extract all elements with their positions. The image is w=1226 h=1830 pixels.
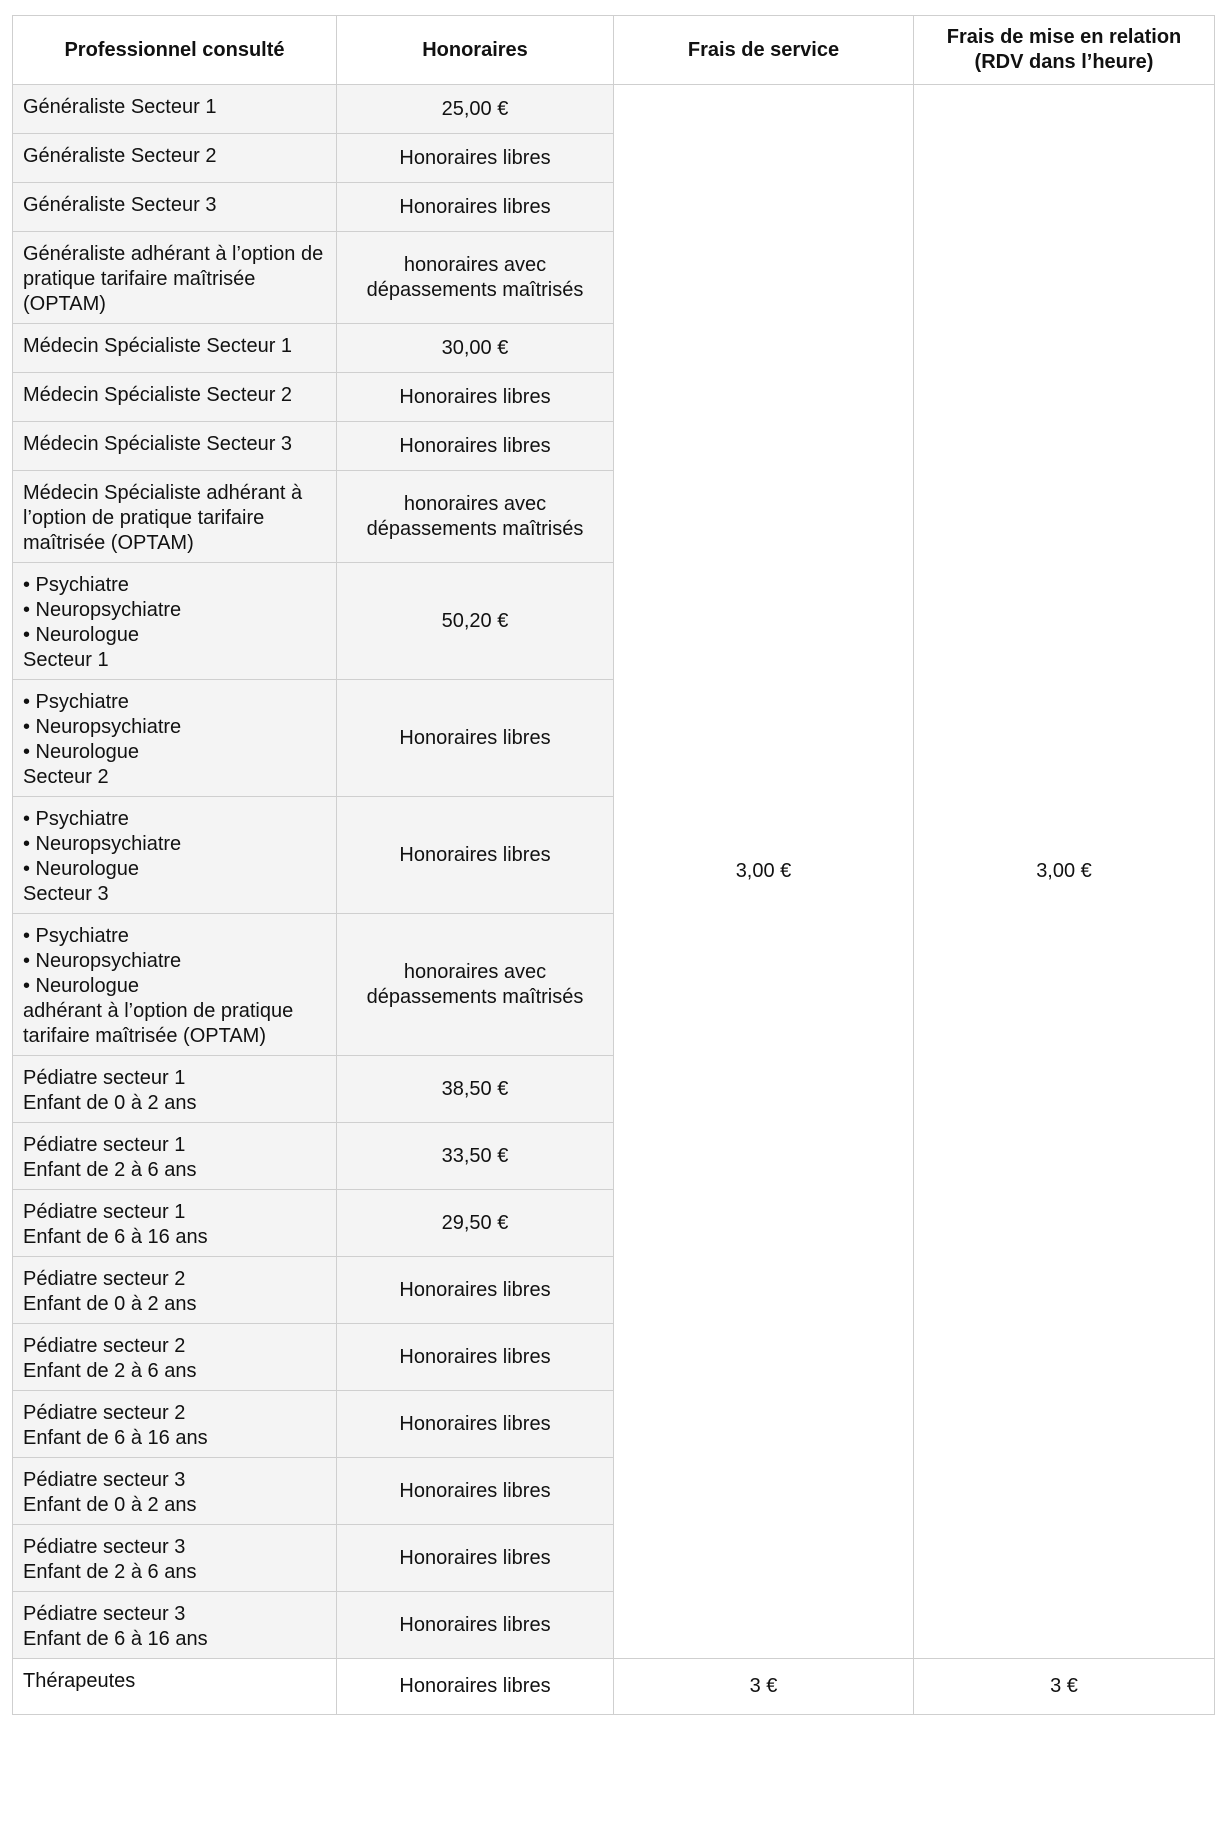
row-fee: 33,50 €	[337, 1123, 614, 1190]
service-fee-merged: 3,00 €	[614, 85, 914, 1659]
row-label: Pédiatre secteur 1 Enfant de 0 à 2 ans	[13, 1056, 337, 1123]
row-fee: 38,50 €	[337, 1056, 614, 1123]
row-label: Pédiatre secteur 3 Enfant de 2 à 6 ans	[13, 1525, 337, 1592]
row-fee: Honoraires libres	[337, 680, 614, 797]
row-label: Généraliste Secteur 3	[13, 183, 337, 232]
row-fee: 50,20 €	[337, 563, 614, 680]
row-label: • Psychiatre • Neuropsychiatre • Neurologue Secteur 2	[13, 680, 337, 797]
row-label: Thérapeutes	[13, 1659, 337, 1715]
row-label: Pédiatre secteur 2 Enfant de 2 à 6 ans	[13, 1324, 337, 1391]
row-label: Pédiatre secteur 3 Enfant de 0 à 2 ans	[13, 1458, 337, 1525]
header-row	[13, 16, 1215, 85]
row-fee: honoraires avec dépassements maîtrisés	[337, 914, 614, 1056]
row-fee: honoraires avec dépassements maîtrisés	[337, 232, 614, 324]
row-label: Pédiatre secteur 2 Enfant de 6 à 16 ans	[13, 1391, 337, 1458]
table-row-therapists	[13, 1659, 1215, 1715]
row-fee: Honoraires libres	[337, 797, 614, 914]
header-connection-fee: Frais de mise en relation (RDV dans l’heure)	[914, 16, 1215, 85]
header-service-fee: Frais de service	[614, 16, 914, 85]
row-fee: Honoraires libres	[337, 183, 614, 232]
row-label: • Psychiatre • Neuropsychiatre • Neurologue Secteur 3	[13, 797, 337, 914]
row-label: Généraliste Secteur 1	[13, 85, 337, 134]
header-fees: Honoraires	[337, 16, 614, 85]
row-fee: Honoraires libres	[337, 1257, 614, 1324]
row-label: Généraliste adhérant à l’option de pratique tarifaire maîtrisée (OPTAM)	[13, 232, 337, 324]
row-fee: Honoraires libres	[337, 1458, 614, 1525]
row-fee: Honoraires libres	[337, 1659, 614, 1715]
row-label: Pédiatre secteur 3 Enfant de 6 à 16 ans	[13, 1592, 337, 1659]
row-connection-fee: 3 €	[914, 1659, 1215, 1715]
row-label: • Psychiatre • Neuropsychiatre • Neurologue adhérant à l’option de pratique tarifaire maîtrisée (OPTAM)	[13, 914, 337, 1056]
row-label: Pédiatre secteur 1 Enfant de 2 à 6 ans	[13, 1123, 337, 1190]
row-label: Médecin Spécialiste Secteur 1	[13, 324, 337, 373]
fees-table	[12, 15, 1215, 1715]
row-fee: Honoraires libres	[337, 1324, 614, 1391]
row-label: Médecin Spécialiste adhérant à l’option de pratique tarifaire maîtrisée (OPTAM)	[13, 471, 337, 563]
row-fee: Honoraires libres	[337, 1391, 614, 1458]
row-label: Médecin Spécialiste Secteur 2	[13, 373, 337, 422]
row-fee: Honoraires libres	[337, 134, 614, 183]
row-fee: Honoraires libres	[337, 373, 614, 422]
row-fee: honoraires avec dépassements maîtrisés	[337, 471, 614, 563]
row-fee: 25,00 €	[337, 85, 614, 134]
row-label: Médecin Spécialiste Secteur 3	[13, 422, 337, 471]
header-professional: Professionnel consulté	[13, 16, 337, 85]
row-fee: Honoraires libres	[337, 422, 614, 471]
connection-fee-merged: 3,00 €	[914, 85, 1215, 1659]
row-fee: 29,50 €	[337, 1190, 614, 1257]
row-label: Généraliste Secteur 2	[13, 134, 337, 183]
row-fee: Honoraires libres	[337, 1592, 614, 1659]
row-service-fee: 3 €	[614, 1659, 914, 1715]
row-fee: Honoraires libres	[337, 1525, 614, 1592]
row-label: • Psychiatre • Neuropsychiatre • Neurologue Secteur 1	[13, 563, 337, 680]
row-fee: 30,00 €	[337, 324, 614, 373]
row-label: Pédiatre secteur 1 Enfant de 6 à 16 ans	[13, 1190, 337, 1257]
row-label: Pédiatre secteur 2 Enfant de 0 à 2 ans	[13, 1257, 337, 1324]
table-row	[13, 85, 1215, 134]
